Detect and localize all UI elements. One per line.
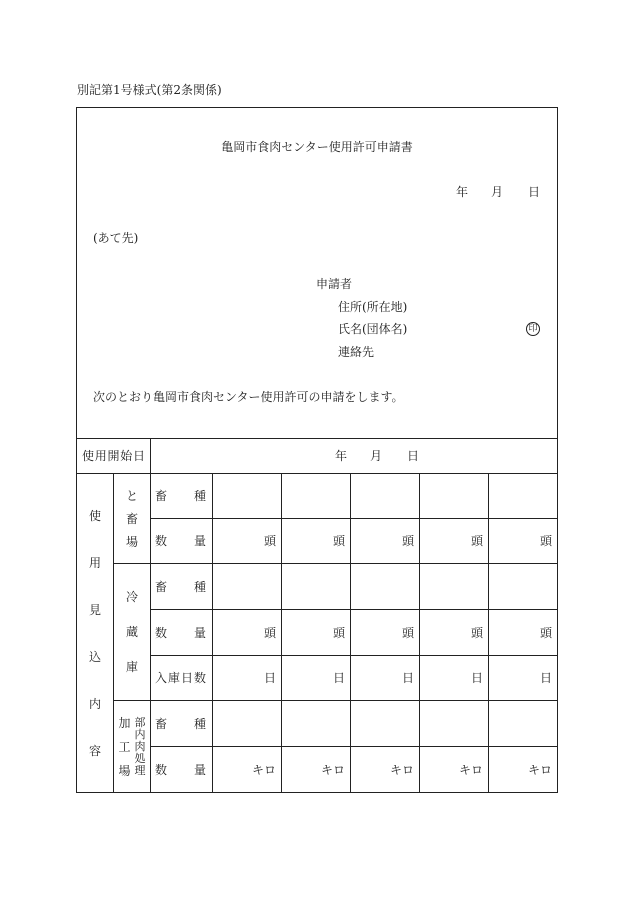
section-label-char: 加 bbox=[118, 715, 131, 730]
label-char: 開 bbox=[107, 449, 120, 463]
section-label-char: 庫 bbox=[126, 660, 139, 674]
section-label-char: 場 bbox=[126, 534, 139, 549]
value-cell bbox=[351, 519, 419, 563]
section-label-char: 冷 bbox=[126, 590, 139, 604]
value-cell bbox=[282, 610, 350, 655]
row-label-char: 入 bbox=[155, 671, 168, 685]
addressee-label: (あて先) bbox=[93, 231, 139, 245]
usage-label bbox=[77, 474, 113, 792]
section-label-char: と bbox=[126, 488, 139, 503]
section-label-lines bbox=[126, 591, 138, 673]
value-cell bbox=[351, 474, 419, 518]
row-label-char: 畜 bbox=[155, 579, 168, 594]
form-number: 別記第1号様式(第2条関係) bbox=[77, 83, 222, 97]
section-label-char: 工 bbox=[118, 739, 131, 754]
value-cell bbox=[351, 701, 419, 746]
value-cell bbox=[213, 701, 281, 746]
value-cell bbox=[282, 656, 350, 700]
row-label bbox=[151, 701, 212, 746]
start-date-day: 日 bbox=[407, 449, 420, 463]
unit-label: キロ bbox=[251, 762, 276, 777]
section-label-char: 理 bbox=[134, 764, 146, 777]
value-cell bbox=[282, 474, 350, 518]
application-statement: 次のとおり亀岡市食肉センター使用許可の申請をします。 bbox=[93, 390, 404, 404]
section-label-lines bbox=[126, 490, 138, 548]
value-cell bbox=[213, 610, 281, 655]
value-cell bbox=[489, 519, 557, 563]
section-label-char: 部 bbox=[134, 716, 146, 729]
value-cell bbox=[420, 701, 488, 746]
row-label-char: 数 bbox=[155, 762, 168, 777]
unit-label: キロ bbox=[320, 762, 345, 777]
row-label-char: 畜 bbox=[155, 716, 168, 731]
value-cell bbox=[351, 564, 419, 609]
form-title: 亀岡市食肉センター使用許可申請書 bbox=[221, 140, 413, 154]
date-year: 年 bbox=[456, 185, 469, 199]
section-label-char: 肉 bbox=[134, 740, 146, 753]
value-cell bbox=[351, 610, 419, 655]
section-label-char: 畜 bbox=[126, 511, 139, 526]
unit-label: 頭 bbox=[332, 625, 345, 640]
unit-label: 頭 bbox=[539, 534, 552, 548]
value-cell bbox=[282, 747, 350, 792]
row-label bbox=[151, 564, 212, 609]
row-label-char: 種 bbox=[193, 579, 206, 594]
section-label-text bbox=[135, 717, 146, 776]
row-label-char: 数 bbox=[155, 534, 168, 548]
row-label bbox=[151, 747, 212, 792]
value-cell bbox=[213, 564, 281, 609]
value-cell bbox=[489, 564, 557, 609]
unit-label: 頭 bbox=[401, 534, 414, 548]
value-cell bbox=[213, 474, 281, 518]
unit-label: 頭 bbox=[263, 534, 276, 548]
value-cell bbox=[213, 656, 281, 700]
section-label bbox=[114, 701, 150, 792]
usage-label-char: 込 bbox=[89, 649, 102, 664]
value-cell bbox=[351, 656, 419, 700]
row-label-char: 数 bbox=[193, 671, 206, 685]
unit-label: 日 bbox=[470, 671, 483, 685]
unit-label: 日 bbox=[539, 671, 552, 685]
value-cell bbox=[420, 747, 488, 792]
usage-label-char: 内 bbox=[89, 696, 102, 711]
unit-label: キロ bbox=[389, 762, 414, 777]
unit-label: 日 bbox=[401, 671, 414, 685]
section-label-char: 内 bbox=[134, 728, 146, 741]
value-cell bbox=[420, 519, 488, 563]
value-cell bbox=[489, 656, 557, 700]
section-label bbox=[114, 474, 150, 563]
value-cell bbox=[420, 564, 488, 609]
section-label-lines bbox=[119, 717, 146, 777]
unit-label: 日 bbox=[332, 671, 345, 685]
row-label-char: 量 bbox=[193, 625, 206, 640]
unit-label: 頭 bbox=[470, 534, 483, 548]
usage-label-char: 容 bbox=[89, 743, 102, 758]
start-date-value bbox=[151, 439, 557, 473]
seal-icon: 印 bbox=[526, 322, 540, 336]
value-cell bbox=[489, 747, 557, 792]
section-label-char: 処 bbox=[134, 752, 146, 765]
label-char: 用 bbox=[94, 449, 107, 463]
label-char: 使 bbox=[82, 449, 95, 463]
unit-label: 頭 bbox=[401, 625, 414, 640]
section-label-char: 場 bbox=[118, 763, 131, 778]
value-cell bbox=[420, 656, 488, 700]
row-label-char: 量 bbox=[193, 762, 206, 777]
usage-label-char: 使 bbox=[89, 508, 102, 523]
contact-label: 連絡先 bbox=[338, 345, 375, 359]
usage-label-char: 用 bbox=[89, 555, 102, 570]
applicant-heading: 申請者 bbox=[316, 277, 353, 291]
unit-label: キロ bbox=[527, 762, 552, 777]
value-cell bbox=[489, 701, 557, 746]
row-label-char: 種 bbox=[193, 716, 206, 731]
section-label-text bbox=[126, 591, 138, 673]
unit-label: 頭 bbox=[332, 534, 345, 548]
label-char: 日 bbox=[132, 449, 145, 463]
value-cell bbox=[282, 519, 350, 563]
value-cell bbox=[489, 474, 557, 518]
value-cell bbox=[213, 747, 281, 792]
value-cell bbox=[282, 701, 350, 746]
unit-label: 頭 bbox=[470, 625, 483, 640]
row-label-char: 畜 bbox=[155, 489, 168, 503]
unit-label: 日 bbox=[263, 671, 276, 685]
name-label: 氏名(団体名) bbox=[338, 322, 408, 336]
unit-label: 頭 bbox=[263, 625, 276, 640]
unit-label: 頭 bbox=[539, 625, 552, 640]
row-label bbox=[151, 610, 212, 655]
date-month: 月 bbox=[491, 185, 504, 199]
value-cell bbox=[282, 564, 350, 609]
address-label: 住所(所在地) bbox=[338, 300, 408, 314]
row-label-char: 数 bbox=[155, 625, 168, 640]
start-date-month: 月 bbox=[370, 449, 383, 463]
value-cell bbox=[213, 519, 281, 563]
usage-label-text bbox=[89, 510, 101, 757]
row-label-char: 量 bbox=[193, 534, 206, 548]
row-label-char: 日 bbox=[180, 671, 193, 685]
section-label bbox=[114, 564, 150, 700]
row-label-char: 種 bbox=[193, 489, 206, 503]
value-cell bbox=[420, 610, 488, 655]
section-label-text bbox=[119, 717, 131, 777]
section-label-char: 蔵 bbox=[126, 625, 139, 639]
date-day: 日 bbox=[528, 185, 541, 199]
unit-label: キロ bbox=[458, 762, 483, 777]
value-cell bbox=[420, 474, 488, 518]
start-date-year: 年 bbox=[335, 449, 348, 463]
value-cell bbox=[489, 610, 557, 655]
start-date-label bbox=[77, 439, 150, 473]
row-label bbox=[151, 474, 212, 518]
usage-table bbox=[76, 438, 558, 793]
row-label bbox=[151, 519, 212, 563]
row-label-char: 庫 bbox=[167, 671, 180, 685]
usage-label-char: 見 bbox=[89, 602, 102, 617]
section-label-text bbox=[126, 490, 138, 548]
row-label bbox=[151, 656, 212, 700]
value-cell bbox=[351, 747, 419, 792]
label-char: 始 bbox=[120, 449, 133, 463]
